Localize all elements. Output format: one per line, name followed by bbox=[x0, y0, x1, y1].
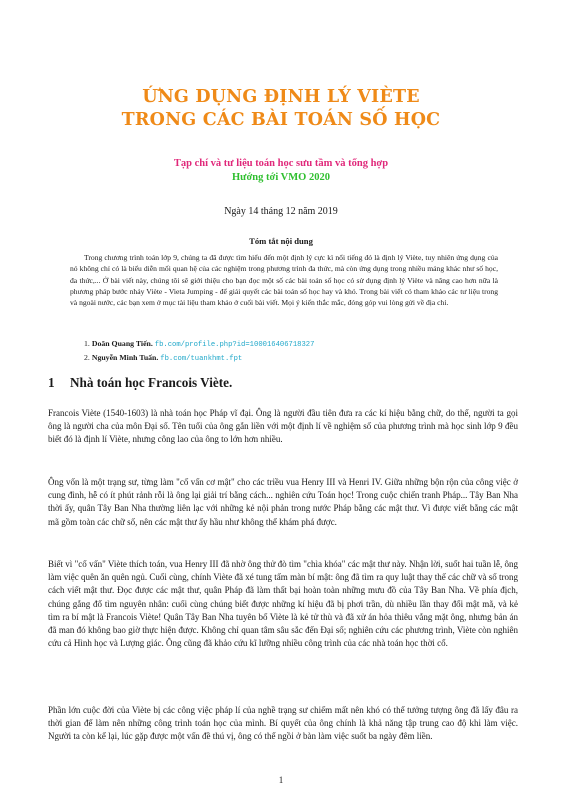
body-paragraph: Francois Viète (1540-1603) là nhà toán học Pháp vĩ đại. Ông là người đầu tiên đưa ra các kí hiệu bằng chữ, do thế, người ta gọi ông là người cha của môn Đại số. Tên tuổi của ông gắn liền với một định lí về nghiệm số của phương trình mà học sinh lớp 9 đều biết đó là định lí Viète, nhưng công lao của ông to lớn hơn nhiều. bbox=[48, 408, 518, 445]
subtitle-line-2: Hướng tới VMO 2020 bbox=[232, 172, 330, 183]
abstract-heading: Tóm tắt nội dung bbox=[249, 236, 313, 246]
section-title: Nhà toán học Francois Viète. bbox=[70, 375, 233, 390]
page-number: 1 bbox=[278, 775, 284, 785]
author-item bbox=[84, 352, 514, 366]
author-index: 1. bbox=[84, 339, 90, 348]
author-name: Doãn Quang Tiến. bbox=[91, 339, 153, 348]
author-index: 2. bbox=[84, 352, 90, 362]
subtitle-line-1: Tạp chí và tư liệu toán học sưu tầm và tổng hợp bbox=[173, 158, 389, 169]
body-paragraph: Ông vốn là một trạng sư, từng làm "cố vấn cơ mật" cho các triều vua Henry III và Henri IV. Giữa những bộn rộn của công việc ở cung đình, hễ có ít phút rảnh rỗi là ông lại giải trí bằng cách... nghiên cứu Toán học! Trong cuộc chiến tranh Pháp... Tây Ban Nha thời ấy, quân Tây Ban Nha thường liên lạc với những kẻ nội phản trong nước Pháp bằng các mật thư. Vì được viết bằng các mật mã gồm toàn các chữ số, nên các mật thư ấy hầu như không thể khám phá được. bbox=[48, 477, 518, 527]
document-title-line-1: ỨNG DỤNG ĐỊNH LÝ VIÈTE bbox=[142, 87, 420, 107]
author-profile-link[interactable]: fb.com/profile.php?id=100016406718327 bbox=[154, 341, 315, 349]
document-title-line-2: TRONG CÁC BÀI TOÁN SỐ HỌC bbox=[121, 110, 441, 130]
body-paragraph: Biết vì "cố vấn" Viète thích toán, vua Henry III đã nhờ ông thử đò tìm "chìa khóa" các mật thư này. Nhận lời, suốt hai tuần lễ, ông làm việc quên ăn quên ngủ. Cuối cùng, chính Viète đã xé tung tấm màn bí mật: ông đã tìm ra quy luật thay thế các chữ và số trong cách viết mật thư. Đọc được các mật thư, quân Pháp đã làm thất bại hoàn toàn những mưu đồ của Tây Ban Nha. Về phía địch, chúng gắng đổ tìm nguyên nhân: cuối cùng chúng biết được những kí hiệu đã bị phơi trần, dù nhiều lần thay đổi mật mã, và kẻ tìm ra bí mật là Francois Viète! Quân Tây Ban Nha tuyên bố Viète là kẻ tử thù và đã xử án hỏa thiêu vắng mặt ông, nhưng bản án đã man đó không bao giờ thực hiện được. Không chỉ quan tâm sâu sắc đến Đại số; nghiên cứu các phương trình, Viète còn nghiên cứu cả Hình học và Lượng giác. Ông cũng đã khảo cứu kĩ lưỡng nhiều công trình của các nhà toán học thời cổ. bbox=[48, 559, 518, 649]
author-profile-link[interactable]: fb.com/tuankhmt.fpt bbox=[160, 354, 243, 363]
abstract-text: Trong chương trình toán lớp 9, chúng ta đã được tìm hiểu đến một định lý cực kì nổi tiếng đó là định lý Viète, tuy nhiên ứng dụng của nó không chỉ có là biểu diễn mối quan hệ của các nghiệm trong phương trình đa thức, mà còn ứng dụng trong nhiều mảng khác như số học, đa thức,... Ở bài viết này, chúng tôi sẽ giới thiệu cho bạn đọc một số các bài toán số học có sử dụng định lý Viète và nâng cao hơn nữa là phương pháp bước nhảy Viète - Vieta Jumping - để giải quyết các bài toán số học hay và khó. Trong bài viết có tham khảo các tư liệu trong và ngoài nước, các bạn xem ở mục tài liệu tham khảo ở cuối bài viết. Mọi ý kiến thắc mắc, đóng góp vui lòng gửi về địa chỉ. bbox=[70, 253, 498, 308]
section-number: 1 bbox=[48, 375, 55, 390]
author-item bbox=[84, 338, 514, 352]
body-paragraph: Phần lớn cuộc đời của Viète bị các công việc pháp lí của nghề trạng sư chiếm mất nên khó có thể tưởng tượng ông đã lấy đâu ra thời gian để làm nên những công trình toán học của mình. Bí quyết của ông chính là khả năng tập trung cao độ khi làm việc. Người ta còn kể lại, lúc gặp được một vấn đề thú vị, ông có thể ngồi ở bàn làm việc suốt ba ngày đêm liền. bbox=[48, 705, 518, 742]
document-date: Ngày 14 tháng 12 năm 2019 bbox=[224, 206, 338, 217]
author-name: Nguyễn Minh Tuấn. bbox=[91, 352, 159, 362]
author-list bbox=[84, 338, 514, 365]
section-heading bbox=[48, 375, 518, 391]
